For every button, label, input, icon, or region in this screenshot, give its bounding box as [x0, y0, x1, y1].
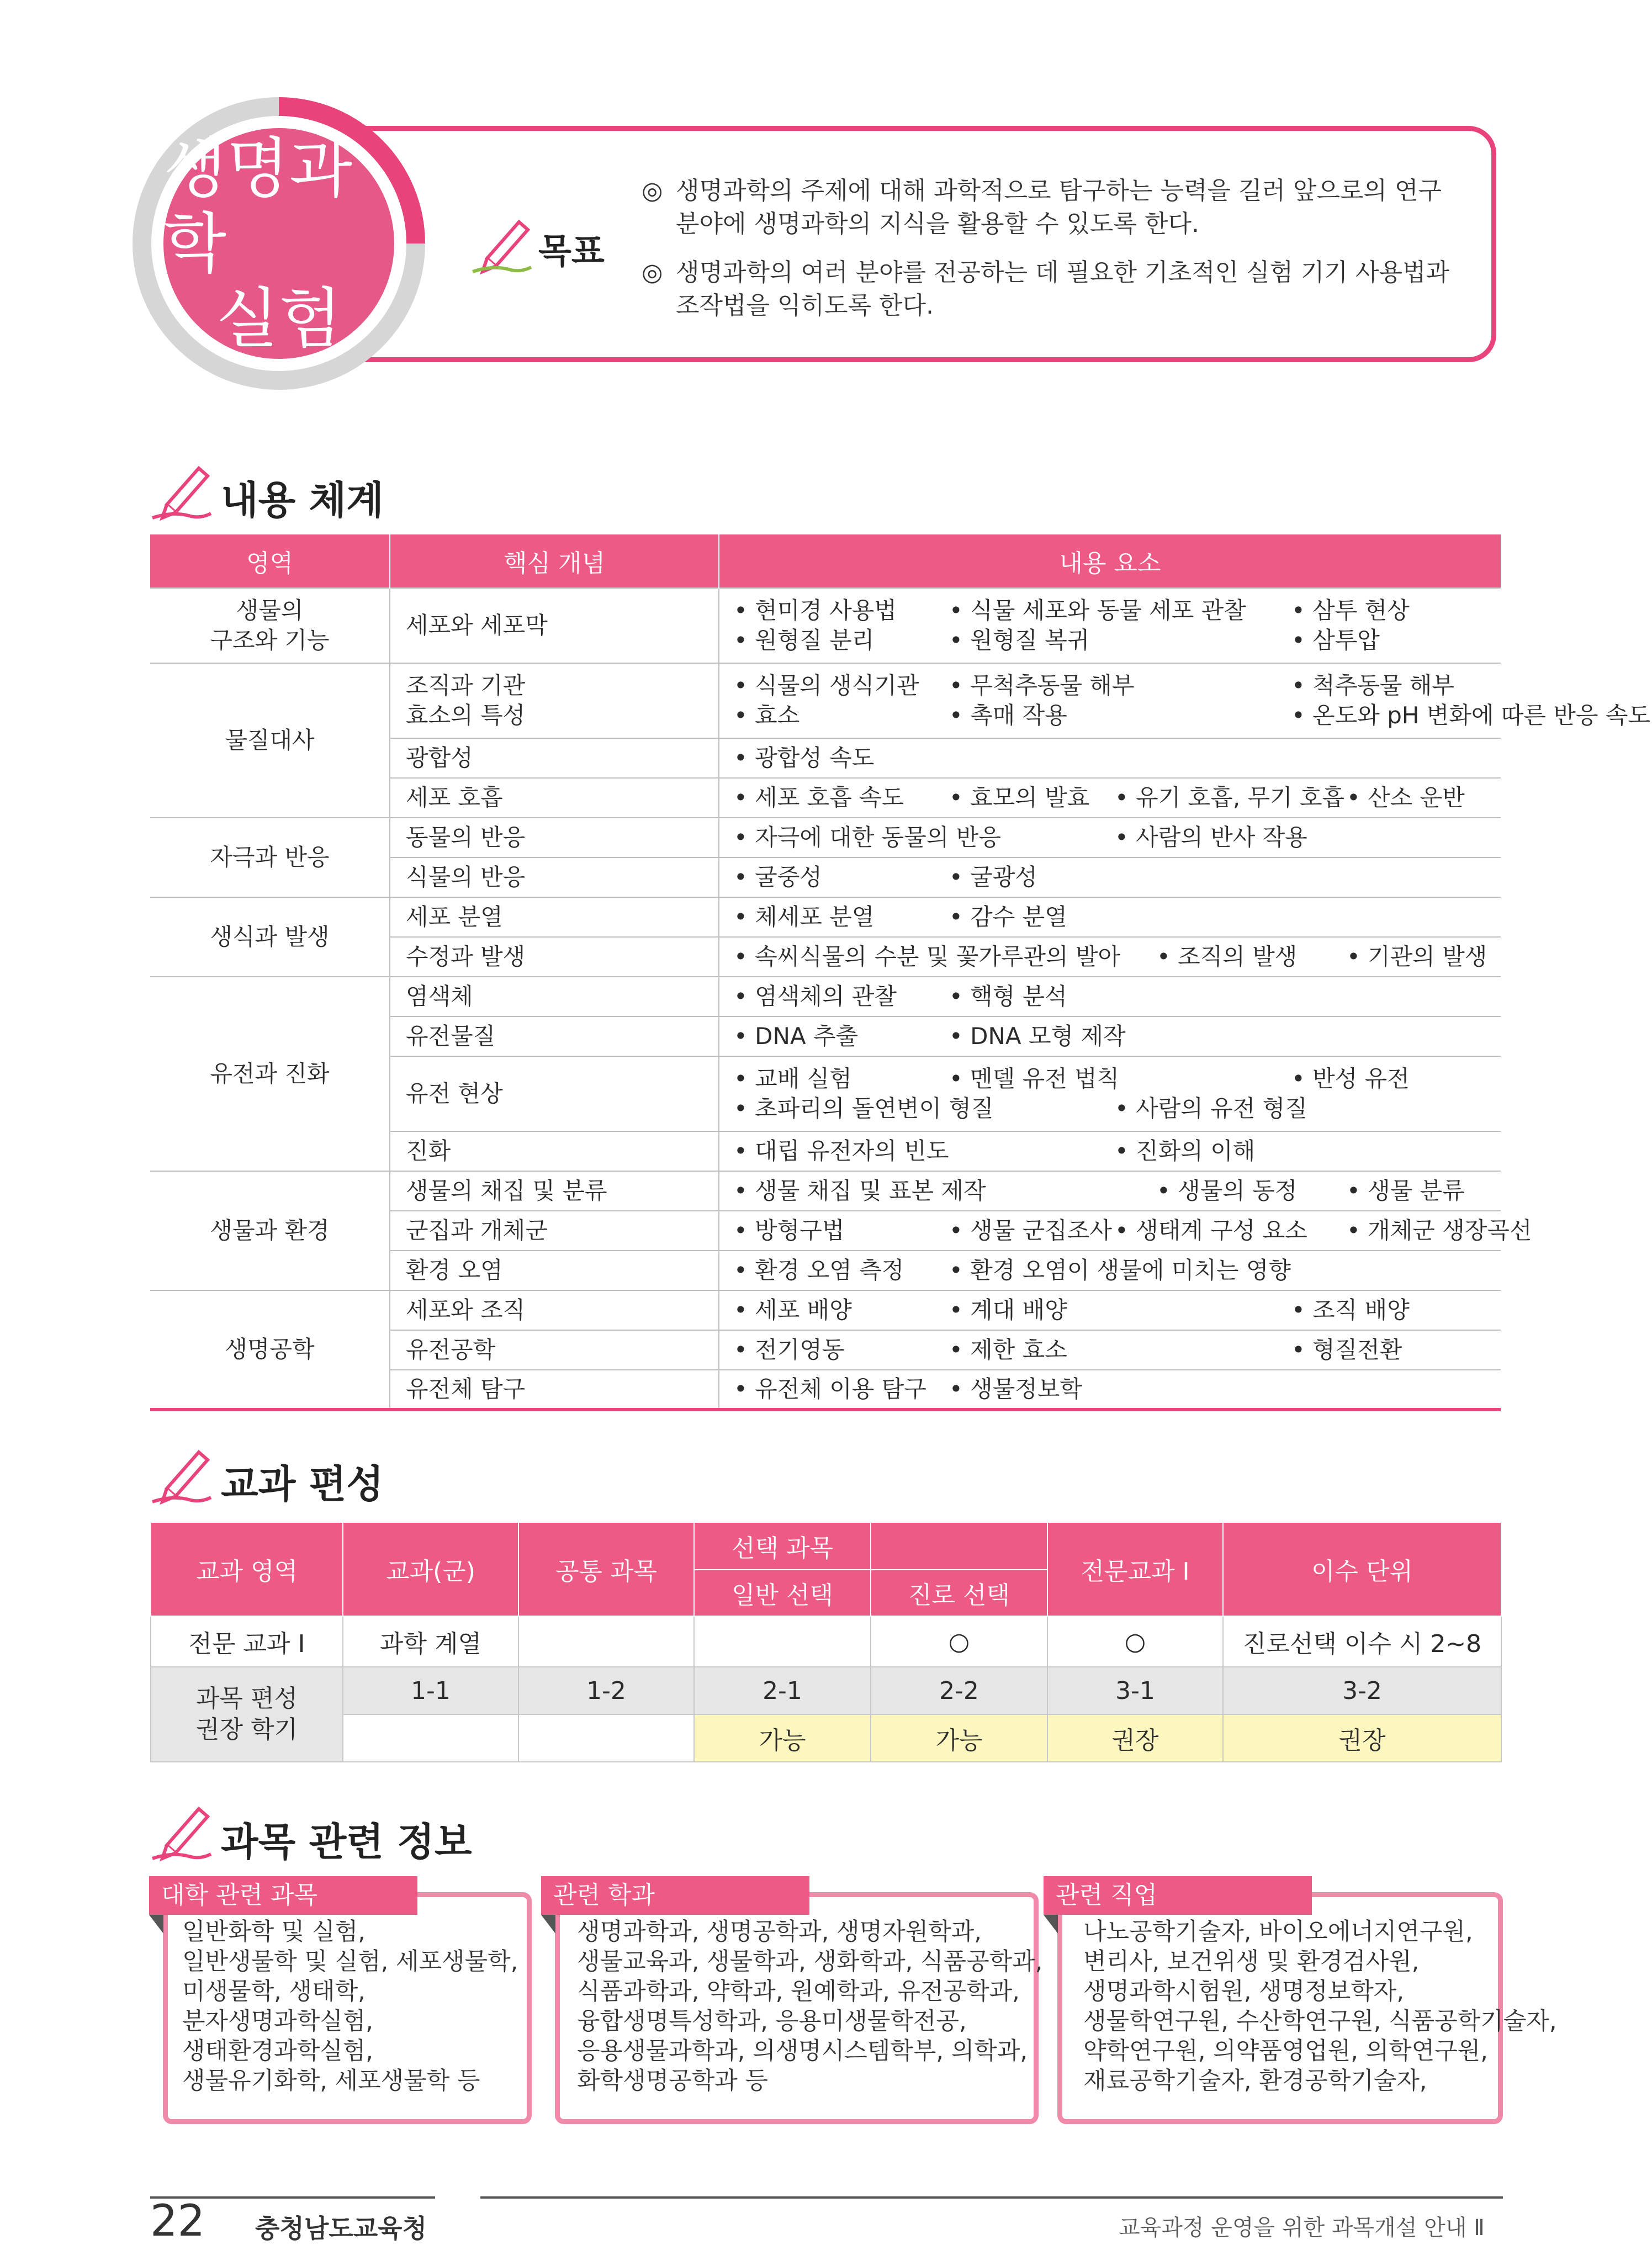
pencil-icon — [150, 1801, 216, 1862]
content-element: • 속씨식물의 수분 및 꽃가루관의 발아 — [734, 942, 1157, 972]
content-element: • 생태계 구성 요소 — [1115, 1216, 1347, 1246]
core-concept-cell: 환경 오염 — [390, 1251, 719, 1290]
core-concept-cell: 세포와 조직 — [390, 1290, 719, 1330]
area-cell: 자극과 반응 — [150, 818, 390, 897]
core-concept-cell: 유전체 탐구 — [390, 1370, 719, 1410]
header-group: 교과(군) — [343, 1522, 518, 1616]
content-elements-cell — [719, 818, 1501, 857]
content-element: • 유기 호흡, 무기 호흡 — [1115, 783, 1347, 813]
page-number: 22 — [150, 2196, 205, 2246]
cell — [518, 1616, 694, 1667]
area-cell: 유전과 진화 — [150, 977, 390, 1171]
content-element: • 삼투 현상 — [1291, 596, 1410, 626]
content-elements-cell — [719, 663, 1650, 738]
content-element: • 촉매 작용 — [949, 701, 1291, 730]
content-element: • 환경 오염 측정 — [734, 1256, 949, 1285]
cell: 과학 계열 — [343, 1616, 518, 1667]
content-elements-cell — [719, 1370, 1501, 1410]
content-element: • 온도와 pH 변화에 따른 반응 속도 — [1291, 701, 1650, 730]
header-credits: 이수 단위 — [1223, 1522, 1501, 1616]
cell: 전문 교과 Ⅰ — [151, 1616, 343, 1667]
content-elements-cell — [719, 937, 1501, 977]
content-element: • 식물의 생식기관 — [734, 671, 949, 701]
content-element: • 생물 분류 — [1347, 1176, 1465, 1206]
header-elective: 선택 과목 — [694, 1522, 871, 1570]
subject-title-line1: 생명과학 — [163, 130, 352, 282]
core-concept-cell: 진화 — [390, 1131, 719, 1171]
goal-label: 목표 — [538, 231, 605, 271]
core-concept-cell: 광합성 — [390, 738, 719, 778]
content-element: • 척추동물 해부 — [1291, 671, 1454, 701]
content-element: • 대립 유전자의 빈도 — [734, 1136, 1115, 1166]
core-concept-cell: 동물의 반응 — [390, 818, 719, 857]
table-row — [150, 818, 1501, 857]
core-concept-cell: 세포와 세포막 — [390, 588, 719, 663]
related-jobs-tab: 관련 직업 — [1044, 1876, 1312, 1915]
content-system-body — [150, 588, 1650, 1410]
header-common: 공통 과목 — [518, 1522, 694, 1616]
table-row — [150, 977, 1501, 1016]
section-title-curriculum: 교과 편성 — [221, 1462, 384, 1507]
content-element: • 멘델 유전 법칙 — [949, 1064, 1291, 1094]
area-cell: 생명공학 — [150, 1290, 390, 1410]
related-courses-tab: 대학 관련 과목 — [149, 1876, 417, 1915]
cell — [518, 1714, 694, 1762]
content-element: • 전기영동 — [734, 1335, 949, 1365]
cell: ○ — [871, 1616, 1047, 1667]
table-row — [150, 588, 1501, 663]
content-element: • 산소 운반 — [1347, 783, 1465, 813]
content-element: • 조직의 발생 — [1157, 942, 1347, 972]
table-row — [150, 897, 1501, 937]
content-element: • 삼투압 — [1291, 626, 1380, 655]
content-elements-cell — [719, 1016, 1501, 1056]
goal-list — [642, 174, 1475, 338]
content-system-table — [150, 534, 1650, 1411]
subject-title-line2: 실험 — [216, 280, 342, 357]
cell: 진로선택 이수 시 2~8 — [1223, 1616, 1501, 1667]
cell: 3-1 — [1047, 1667, 1223, 1714]
publisher: 충청남도교육청 — [255, 2214, 427, 2243]
pencil-icon — [150, 460, 216, 521]
core-concept-cell: 조직과 기관 효소의 특성 — [390, 663, 719, 738]
content-element: • 현미경 사용법 — [734, 596, 949, 626]
content-element: • 개체군 생장곡선 — [1347, 1216, 1532, 1246]
table-row — [151, 1714, 1501, 1762]
content-element: • 핵형 분석 — [949, 982, 1067, 1012]
cell: 권장 — [1223, 1714, 1501, 1762]
semester-label: 과목 편성 권장 학기 — [151, 1667, 343, 1762]
content-element: • 사람의 유전 형질 — [1115, 1094, 1307, 1124]
content-elements-cell — [719, 857, 1501, 897]
content-element: • 무척추동물 해부 — [949, 671, 1291, 701]
content-elements-cell — [719, 1131, 1501, 1171]
cell — [343, 1714, 518, 1762]
content-element: • 자극에 대한 동물의 반응 — [734, 823, 1115, 852]
content-elements-cell — [719, 897, 1501, 937]
core-concept-cell: 세포 호흡 — [390, 778, 719, 818]
content-element: • 체세포 분열 — [734, 902, 949, 932]
content-element: • 환경 오염이 생물에 미치는 영향 — [949, 1256, 1291, 1285]
guide-title: 교육과정 운영을 위한 과목개설 안내 Ⅱ — [1119, 2215, 1485, 2241]
core-concept-cell: 식물의 반응 — [390, 857, 719, 897]
content-element: • 염색체의 관찰 — [734, 982, 949, 1012]
content-elements-cell — [719, 778, 1501, 818]
content-element: • 진화의 이해 — [1115, 1136, 1255, 1166]
col-header: 내용 요소 — [719, 534, 1501, 588]
content-elements-cell — [719, 1251, 1501, 1290]
core-concept-cell: 수정과 발생 — [390, 937, 719, 977]
col-header: 핵심 개념 — [390, 534, 719, 588]
subject-badge — [133, 97, 425, 390]
table-row — [150, 663, 1501, 738]
related-jobs-text: 나노공학기술자, 바이오에너지연구원, 변리사, 보건위생 및 환경검사원, 생명과학시험원, 생명정보학자, 생물학연구원, 수산학연구원, 식품공학기술자, 약학연구원, 의약품영업원, 의학연구원, 재료공학기술자, 환경공학기술자, — [1083, 1918, 1557, 2095]
content-elements-cell — [719, 1211, 1532, 1251]
area-cell: 물질대사 — [150, 663, 390, 818]
content-element: • 제한 효소 — [949, 1335, 1291, 1365]
section-title-content: 내용 체계 — [221, 478, 384, 523]
pencil-icon — [150, 1444, 216, 1505]
content-element: • 유전체 이용 탐구 — [734, 1374, 949, 1404]
content-element: • 세포 배양 — [734, 1295, 949, 1325]
content-element: • 조직 배양 — [1291, 1295, 1410, 1325]
content-element: • 방형구법 — [734, 1216, 949, 1246]
content-element: • 감수 분열 — [949, 902, 1067, 932]
table-row — [151, 1667, 1501, 1714]
related-departments-text: 생명과학과, 생명공학과, 생명자원학과, 생물교육과, 생물학과, 생화학과, 식품공학과, 식품과학과, 약학과, 원예학과, 유전공학과, 융합생명특성학과, 응용미생물학전공, 응용생물과학과, 의생명시스템학부, 의학과, 화학생명공학과 등 — [577, 1918, 1043, 2095]
core-concept-cell: 군집과 개체군 — [390, 1211, 719, 1251]
header-area: 교과 영역 — [151, 1522, 343, 1616]
table-header-row — [150, 534, 1501, 588]
content-element: • 생물정보학 — [949, 1374, 1082, 1404]
core-concept-cell: 유전공학 — [390, 1330, 719, 1370]
core-concept-cell: 생물의 채집 및 분류 — [390, 1171, 719, 1211]
area-cell: 생식과 발생 — [150, 897, 390, 977]
curriculum-table — [150, 1522, 1502, 1762]
content-element: • 생물 채집 및 표본 제작 — [734, 1176, 1157, 1206]
content-element: • 식물 세포와 동물 세포 관찰 — [949, 596, 1291, 626]
cell: ○ — [1047, 1616, 1223, 1667]
content-elements-cell — [719, 588, 1501, 663]
cell — [694, 1616, 871, 1667]
content-element: • 반성 유전 — [1291, 1064, 1410, 1094]
content-element: • 원형질 분리 — [734, 626, 949, 655]
content-elements-cell — [719, 1056, 1501, 1131]
header-specialized: 전문교과 Ⅰ — [1047, 1522, 1223, 1616]
content-element: • 굴중성 — [734, 862, 949, 892]
tab-fold — [541, 1915, 555, 1934]
content-elements-cell — [719, 1330, 1501, 1370]
cell: 가능 — [694, 1714, 871, 1762]
content-element: • 효소 — [734, 701, 949, 730]
content-element: • 굴광성 — [949, 862, 1037, 892]
content-element: • DNA 추출 — [734, 1021, 949, 1051]
cell: 2-2 — [871, 1667, 1047, 1714]
cell: 3-2 — [1223, 1667, 1501, 1714]
pencil-icon — [470, 214, 537, 275]
content-element: • 효모의 발효 — [949, 783, 1115, 813]
cell: 1-2 — [518, 1667, 694, 1714]
cell: 1-1 — [343, 1667, 518, 1714]
table-row — [151, 1616, 1501, 1667]
tab-fold — [149, 1915, 163, 1934]
content-elements-cell — [719, 1290, 1501, 1330]
content-elements-cell — [719, 738, 1501, 778]
core-concept-cell: 염색체 — [390, 977, 719, 1016]
area-cell: 생물과 환경 — [150, 1171, 390, 1290]
section-title-related: 과목 관련 정보 — [221, 1819, 472, 1865]
content-element: • 교배 실험 — [734, 1064, 949, 1094]
content-element: • 초파리의 돌연변이 형질 — [734, 1094, 1115, 1124]
content-element: • 형질전환 — [1291, 1335, 1402, 1365]
area-cell: 생물의 구조와 기능 — [150, 588, 390, 663]
header-career: 진로 선택 — [871, 1570, 1047, 1616]
tab-fold — [1044, 1915, 1058, 1934]
content-element: • DNA 모형 제작 — [949, 1021, 1126, 1051]
content-elements-cell — [719, 1171, 1501, 1211]
cell: 2-1 — [694, 1667, 871, 1714]
table-row — [150, 1171, 1501, 1211]
content-element: • 생물 군집조사 — [949, 1216, 1115, 1246]
table-header-row — [151, 1522, 1501, 1570]
header-general: 일반 선택 — [694, 1570, 871, 1616]
content-element: • 세포 호흡 속도 — [734, 783, 949, 813]
content-element: • 기관의 발생 — [1347, 942, 1487, 972]
cell: 가능 — [871, 1714, 1047, 1762]
content-element: • 광합성 속도 — [734, 743, 874, 773]
col-header: 영역 — [150, 534, 390, 588]
table-row — [150, 1290, 1501, 1330]
core-concept-cell: 세포 분열 — [390, 897, 719, 937]
footer-line-right — [480, 2196, 1503, 2199]
related-courses-text: 일반화학 및 실험, 일반생물학 및 실험, 세포생물학, 미생물학, 생태학, 분자생명과학실험, 생태환경과학실험, 생물유기화학, 세포생물학 등 — [182, 1918, 518, 2095]
core-concept-cell: 유전 현상 — [390, 1056, 719, 1131]
goal-item: ◎ 생명과학의 여러 분야를 전공하는 데 필요한 기초적인 실험 기기 사용법과 조작법을 익히도록 한다. — [642, 258, 1449, 320]
content-element: • 계대 배양 — [949, 1295, 1291, 1325]
content-element: • 생물의 동정 — [1157, 1176, 1347, 1206]
header-blank — [871, 1522, 1047, 1570]
content-element: • 원형질 복귀 — [949, 626, 1291, 655]
content-element: • 사람의 반사 작용 — [1115, 823, 1307, 852]
core-concept-cell: 유전물질 — [390, 1016, 719, 1056]
content-elements-cell — [719, 977, 1501, 1016]
cell: 권장 — [1047, 1714, 1223, 1762]
goal-item: ◎ 생명과학의 주제에 대해 과학적으로 탐구하는 능력을 길러 앞으로의 연구 분야에 생명과학의 지식을 활용할 수 있도록 한다. — [642, 177, 1442, 238]
related-departments-tab: 관련 학과 — [541, 1876, 809, 1915]
